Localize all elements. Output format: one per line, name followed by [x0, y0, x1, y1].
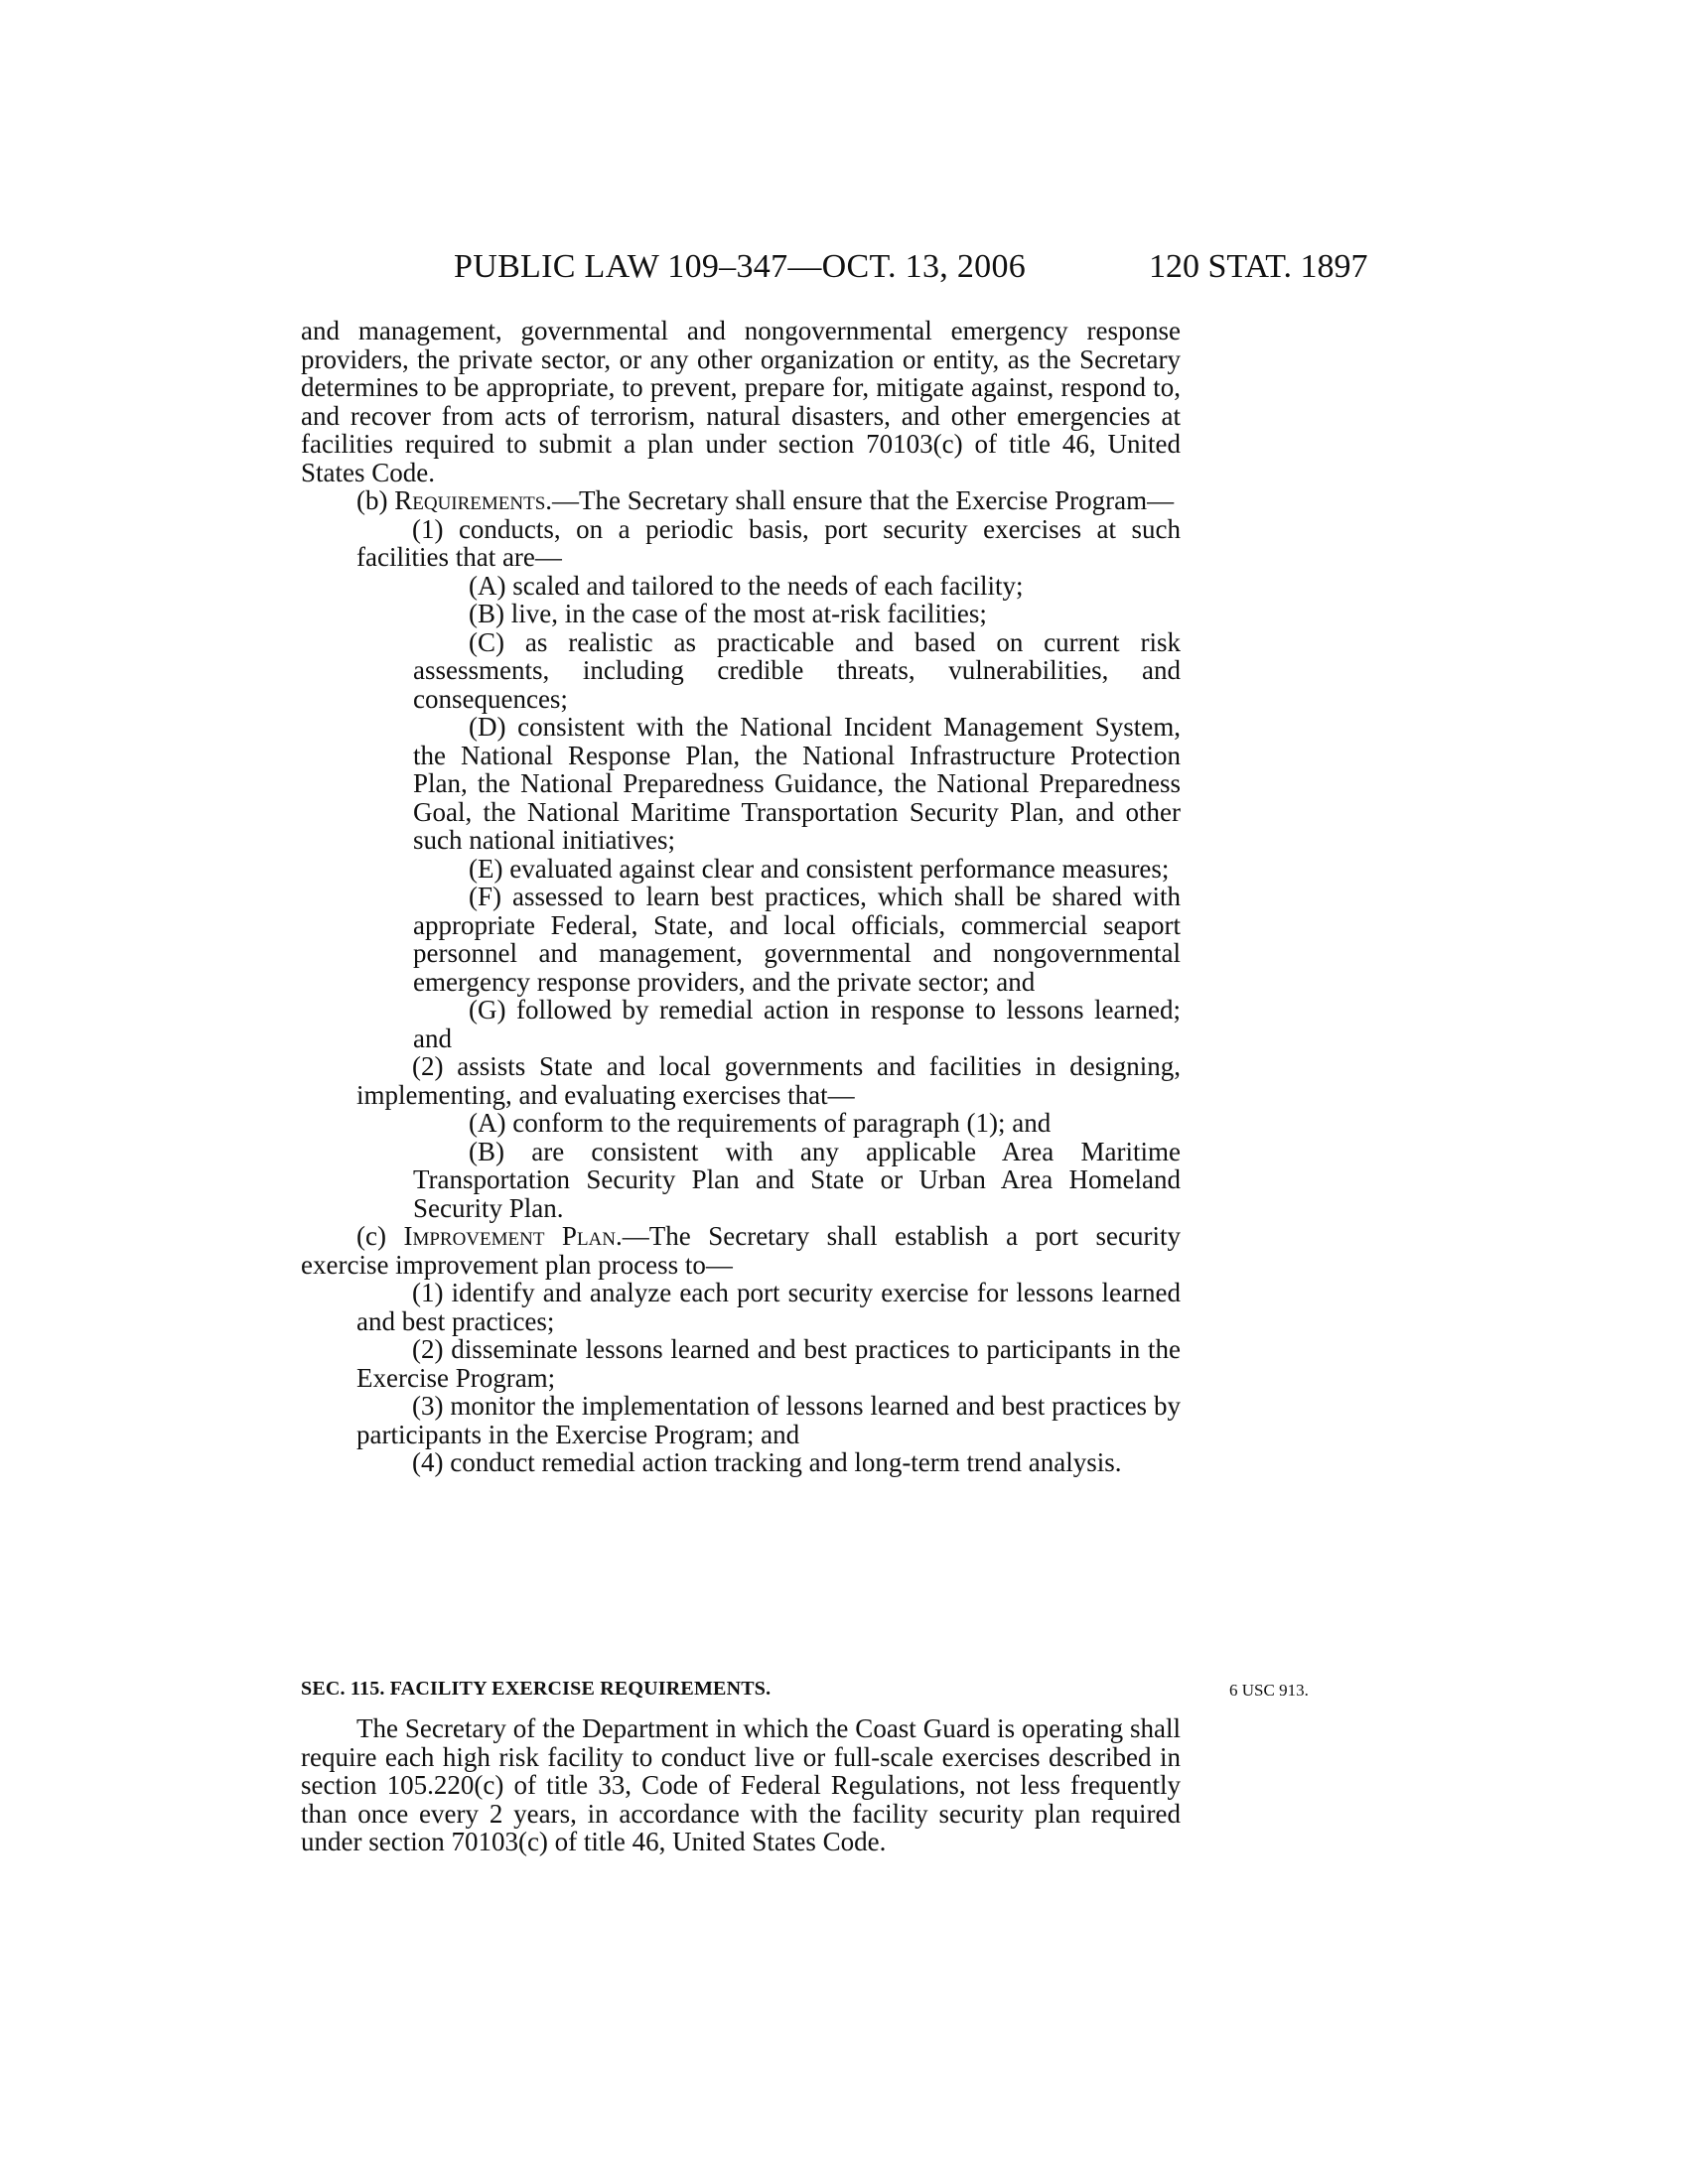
statute-body	[301, 317, 1181, 1477]
clause-b1E: (E) evaluated against clear and consistent performance measures;	[469, 853, 1170, 884]
paragraph-c2: (2) disseminate lessons learned and best practices to participants in the Exercise Program;	[356, 1334, 1181, 1393]
subsection-c-text: .—The Secretary shall establish a port security exercise improvement plan process to—	[301, 1221, 1181, 1280]
subsection-b-text: .—The Secretary shall ensure that the Exercise Program—	[545, 485, 1175, 515]
clause-b2A: (A) conform to the requirements of paragraph (1); and	[469, 1108, 1052, 1138]
section-paragraph: The Secretary of the Department in which the Coast Guard is operating shall require each high risk facility to conduct live or full-scale exercises described in section 105.220(c) of title 33, Code of Federal Regulations, not less frequently than once every 2 years, in accordance with the facility security plan required under section 70103(c) of title 46, United States Code.	[301, 1713, 1181, 1856]
usc-margin-note: 6 USC 913.	[1229, 1681, 1309, 1700]
paragraph-c4: (4) conduct remedial action tracking and long-term trend analysis.	[412, 1447, 1122, 1477]
intro-paragraph: and management, governmental and nongovernmental emergency response providers, the private sector, or any other organization or entity, as the Secretary determines to be appropriate, to prevent, prepare for, mitigate against, respond to, and recover from acts of terrorism, natural disasters, and other emergencies at facilities required to submit a plan under section 70103(c) of title 46, United States Code.	[301, 316, 1181, 487]
running-header: PUBLIC LAW 109–347—OCT. 13, 2006	[454, 248, 1027, 285]
subsection-b	[301, 486, 1181, 515]
subsection-b-number: (b)	[356, 485, 395, 515]
subsection-b-heading: Requirements	[394, 485, 546, 515]
page-number: 120 STAT. 1897	[1149, 248, 1368, 285]
section-body	[301, 1714, 1181, 1856]
paragraph-b2: (2) assists State and local governments and facilities in designing, implementing, and evaluating exercises that—	[356, 1051, 1181, 1110]
subsection-c-number: (c)	[356, 1221, 404, 1251]
clause-b1F: (F) assessed to learn best practices, which shall be shared with appropriate Federal, State, and local officials, commercial seaport personnel and management, governmental and nongovernmental emergency response providers, and the private sector; and	[413, 882, 1181, 997]
clause-b2B: (B) are consistent with any applicable Area Maritime Transportation Security Plan and State or Urban Area Homeland Security Plan.	[413, 1136, 1181, 1223]
paragraph-c1: (1) identify and analyze each port security exercise for lessons learned and best practices;	[356, 1278, 1181, 1336]
clause-b1D: (D) consistent with the National Incident Management System, the National Response Plan, the National Infrastructure Protection Plan, the National Preparedness Guidance, the National Preparedness Goal, the National Maritime Transportation Security Plan, and other such national initiatives;	[413, 712, 1181, 855]
clause-b1B: (B) live, in the case of the most at-risk facilities;	[469, 599, 987, 628]
paragraph-c3: (3) monitor the implementation of lessons learned and best practices by participants in the Exercise Program; and	[356, 1391, 1181, 1449]
clause-b1A: (A) scaled and tailored to the needs of each facility;	[469, 570, 1024, 601]
paragraph-b1: (1) conducts, on a periodic basis, port security exercises at such facilities that are—	[356, 513, 1181, 572]
clause-b1C: (C) as realistic as practicable and based on current risk assessments, including credible threats, vulnerabilities, and consequences;	[413, 626, 1181, 714]
clause-b1G: (G) followed by remedial action in response to lessons learned; and	[413, 995, 1181, 1053]
subsection-c-heading: Improvement Plan	[403, 1221, 617, 1251]
subsection-c	[301, 1222, 1181, 1279]
section-heading: SEC. 115. FACILITY EXERCISE REQUIREMENTS.	[301, 1678, 772, 1700]
